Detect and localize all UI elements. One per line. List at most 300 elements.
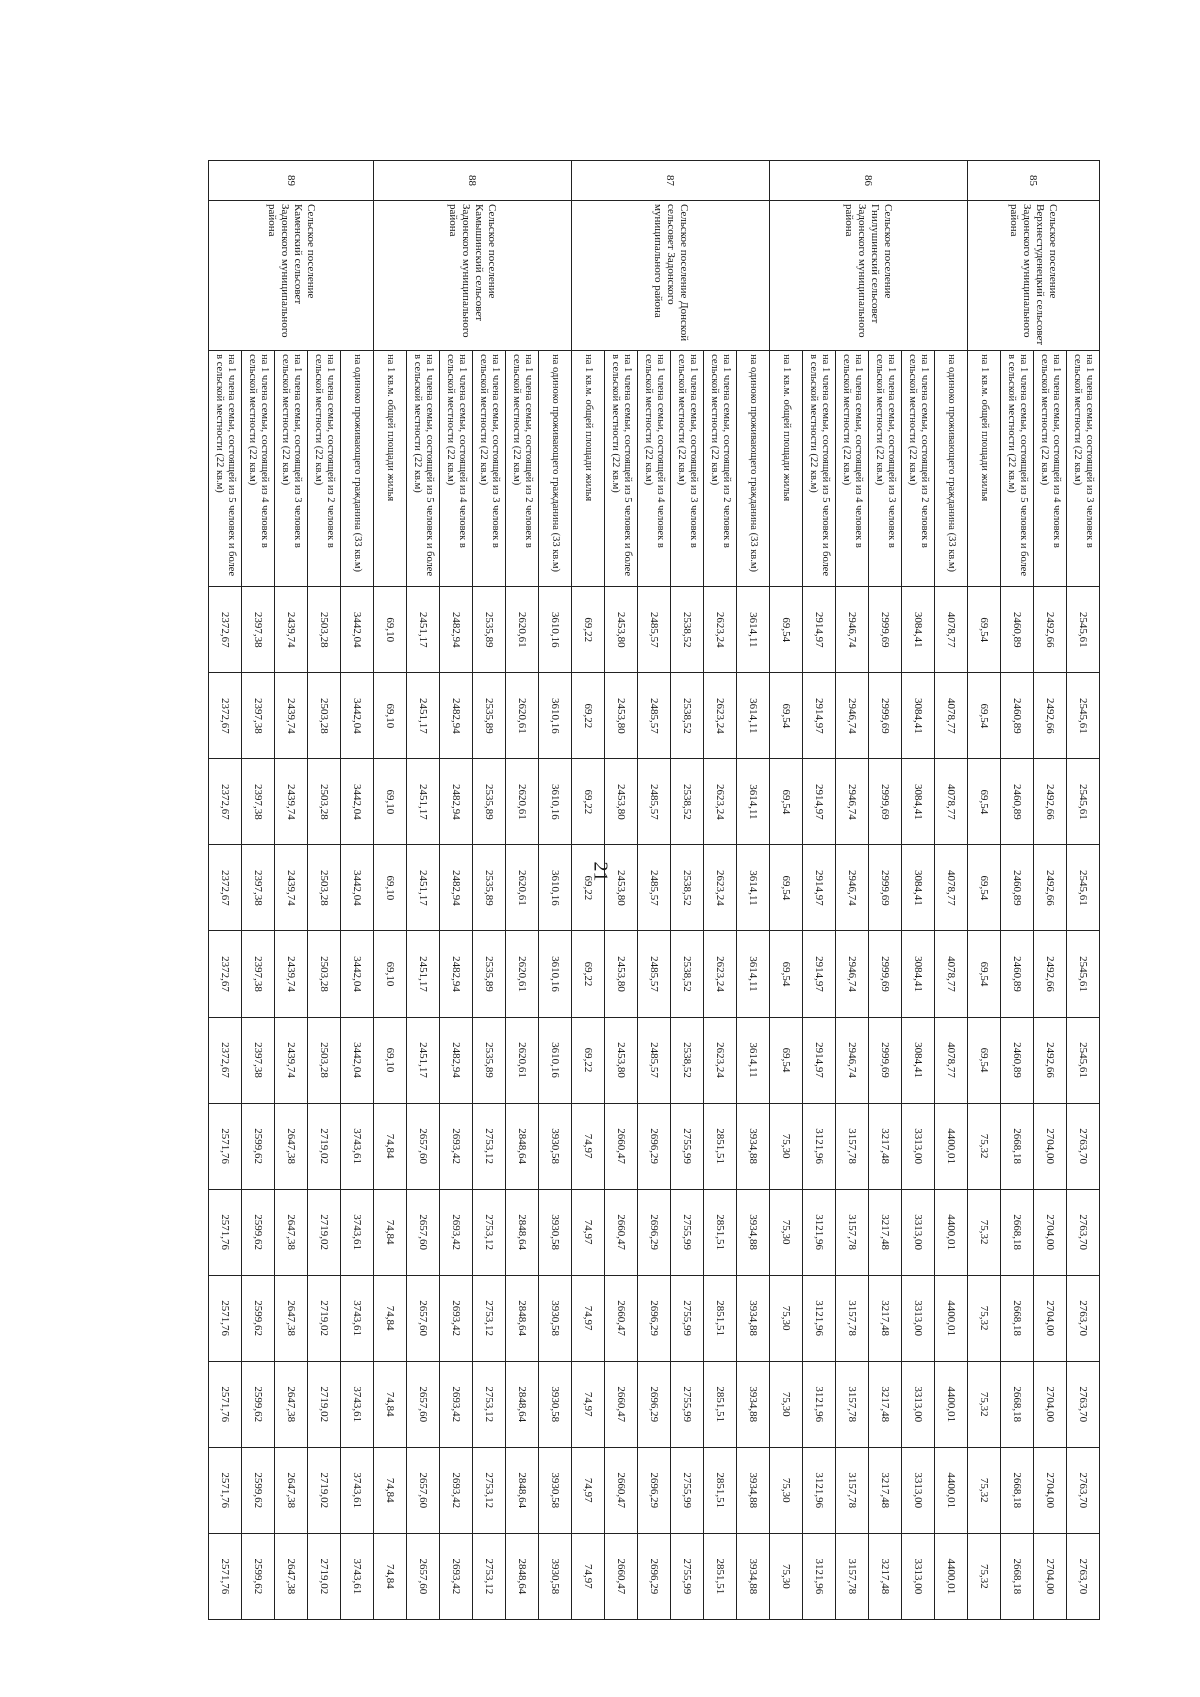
value-cell: 74,84 bbox=[374, 1103, 407, 1189]
value-cell: 74,97 bbox=[572, 1189, 605, 1275]
value-cell: 75,32 bbox=[968, 1189, 1001, 1275]
value-cell: 2571,76 bbox=[209, 1533, 242, 1619]
value-cell: 2439,74 bbox=[275, 845, 308, 931]
value-cell: 3217,48 bbox=[869, 1103, 902, 1189]
value-cell: 3084,41 bbox=[902, 587, 935, 673]
value-cell: 2439,74 bbox=[275, 673, 308, 759]
value-cell: 2693,42 bbox=[440, 1103, 473, 1189]
value-cell: 2914,97 bbox=[803, 1017, 836, 1103]
value-cell: 3614,11 bbox=[737, 587, 770, 673]
value-cell: 2946,74 bbox=[836, 931, 869, 1017]
value-cell: 75,32 bbox=[968, 1533, 1001, 1619]
value-cell: 2660,47 bbox=[605, 1189, 638, 1275]
value-cell: 69,22 bbox=[572, 673, 605, 759]
value-cell: 2753,12 bbox=[473, 1275, 506, 1361]
row-description: на 1 члена семьи, состоящей из 3 человек в сельской местности (22 кв.м) bbox=[275, 351, 308, 587]
page-number: 21 bbox=[589, 861, 612, 882]
value-cell: 3313,00 bbox=[902, 1189, 935, 1275]
value-cell: 3743,61 bbox=[341, 1275, 374, 1361]
value-cell: 3934,88 bbox=[737, 1103, 770, 1189]
value-cell: 2453,80 bbox=[605, 673, 638, 759]
value-cell: 3610,16 bbox=[539, 931, 572, 1017]
value-cell: 2372,67 bbox=[209, 1017, 242, 1103]
value-cell: 2763,70 bbox=[1067, 1361, 1100, 1447]
value-cell: 3084,41 bbox=[902, 759, 935, 845]
value-cell: 2482,94 bbox=[440, 1017, 473, 1103]
value-cell: 3313,00 bbox=[902, 1533, 935, 1619]
table-row bbox=[1067, 161, 1100, 1620]
value-cell: 3121,96 bbox=[803, 1189, 836, 1275]
row-description: на одиноко проживающего гражданина (33 кв.м) bbox=[539, 351, 572, 587]
value-cell: 2453,80 bbox=[605, 845, 638, 931]
value-cell: 2946,74 bbox=[836, 759, 869, 845]
value-cell: 4078,77 bbox=[935, 931, 968, 1017]
table-row bbox=[209, 161, 242, 1620]
value-cell: 2848,64 bbox=[506, 1533, 539, 1619]
value-cell: 2620,61 bbox=[506, 845, 539, 931]
value-cell: 3442,04 bbox=[341, 1017, 374, 1103]
value-cell: 2599,62 bbox=[242, 1189, 275, 1275]
row-description: на 1 члена семьи, состоящей из 5 человек и более в сельской местности (22 кв.м) bbox=[803, 351, 836, 587]
value-cell: 3610,16 bbox=[539, 1017, 572, 1103]
value-cell: 2660,47 bbox=[605, 1361, 638, 1447]
value-cell: 2485,57 bbox=[638, 587, 671, 673]
value-cell: 2999,69 bbox=[869, 1017, 902, 1103]
value-cell: 2439,74 bbox=[275, 759, 308, 845]
value-cell: 69,54 bbox=[968, 673, 1001, 759]
value-cell: 74,97 bbox=[572, 1275, 605, 1361]
row-index: 85 bbox=[968, 161, 1100, 201]
settlement-name: Сельское поселение Гнилушинский сельсовет Задонского муниципального района bbox=[770, 201, 968, 351]
value-cell: 69,54 bbox=[968, 587, 1001, 673]
value-cell: 2753,12 bbox=[473, 1361, 506, 1447]
value-cell: 75,32 bbox=[968, 1275, 1001, 1361]
value-cell: 4400,01 bbox=[935, 1189, 968, 1275]
value-cell: 3930,58 bbox=[539, 1447, 572, 1533]
row-description: на 1 члена семьи, состоящей из 5 человек и более в сельской местности (22 кв.м) bbox=[605, 351, 638, 587]
table-row bbox=[440, 161, 473, 1620]
value-cell: 2704,00 bbox=[1034, 1189, 1067, 1275]
value-cell: 3614,11 bbox=[737, 845, 770, 931]
value-cell: 2704,00 bbox=[1034, 1447, 1067, 1533]
value-cell: 2851,51 bbox=[704, 1533, 737, 1619]
row-description: на одиноко проживающего гражданина (33 кв.м) bbox=[341, 351, 374, 587]
row-description: на одиноко проживающего гражданина (33 кв.м) bbox=[737, 351, 770, 587]
value-cell: 2719,02 bbox=[308, 1447, 341, 1533]
row-description: на 1 члена семьи, состоящей из 2 человек в сельской местности (22 кв.м) bbox=[704, 351, 737, 587]
value-cell: 2848,64 bbox=[506, 1189, 539, 1275]
value-cell: 69,54 bbox=[968, 759, 1001, 845]
value-cell: 2538,52 bbox=[671, 587, 704, 673]
value-cell: 2538,52 bbox=[671, 845, 704, 931]
value-cell: 69,10 bbox=[374, 1017, 407, 1103]
table-row bbox=[1001, 161, 1034, 1620]
value-cell: 3442,04 bbox=[341, 673, 374, 759]
value-cell: 2647,38 bbox=[275, 1103, 308, 1189]
value-cell: 2451,17 bbox=[407, 845, 440, 931]
value-cell: 2485,57 bbox=[638, 845, 671, 931]
value-cell: 2538,52 bbox=[671, 673, 704, 759]
table-row bbox=[242, 161, 275, 1620]
value-cell: 2545,61 bbox=[1067, 1017, 1100, 1103]
value-cell: 2571,76 bbox=[209, 1189, 242, 1275]
value-cell: 2492,66 bbox=[1034, 759, 1067, 845]
value-cell: 69,22 bbox=[572, 587, 605, 673]
value-cell: 3217,48 bbox=[869, 1275, 902, 1361]
value-cell: 2538,52 bbox=[671, 759, 704, 845]
value-cell: 2657,60 bbox=[407, 1533, 440, 1619]
row-description: на 1 кв.м. общей площади жилья bbox=[374, 351, 407, 587]
value-cell: 2696,29 bbox=[638, 1533, 671, 1619]
value-cell: 2599,62 bbox=[242, 1103, 275, 1189]
value-cell: 3442,04 bbox=[341, 759, 374, 845]
value-cell: 2753,12 bbox=[473, 1189, 506, 1275]
row-description: на 1 члена семьи, состоящей из 2 человек в сельской местности (22 кв.м) bbox=[902, 351, 935, 587]
value-cell: 75,30 bbox=[770, 1361, 803, 1447]
value-cell: 2668,18 bbox=[1001, 1275, 1034, 1361]
value-cell: 2660,47 bbox=[605, 1447, 638, 1533]
value-cell: 2453,80 bbox=[605, 931, 638, 1017]
value-cell: 3743,61 bbox=[341, 1361, 374, 1447]
row-description: на 1 члена семьи, состоящей из 5 человек и более в сельской местности (22 кв.м) bbox=[407, 351, 440, 587]
value-cell: 2946,74 bbox=[836, 587, 869, 673]
row-description: на 1 члена семьи, состоящей из 4 человек в сельской местности (22 кв.м) bbox=[440, 351, 473, 587]
value-cell: 3743,61 bbox=[341, 1103, 374, 1189]
value-cell: 2545,61 bbox=[1067, 845, 1100, 931]
table-row bbox=[539, 161, 572, 1620]
settlement-name: Сельское поселение Донской сельсовет Задонского муниципального района bbox=[572, 201, 770, 351]
value-cell: 2719,02 bbox=[308, 1361, 341, 1447]
value-cell: 2492,66 bbox=[1034, 587, 1067, 673]
table-row bbox=[770, 161, 803, 1620]
value-cell: 3610,16 bbox=[539, 759, 572, 845]
value-cell: 4400,01 bbox=[935, 1361, 968, 1447]
value-cell: 2620,61 bbox=[506, 673, 539, 759]
value-cell: 74,97 bbox=[572, 1447, 605, 1533]
value-cell: 2660,47 bbox=[605, 1275, 638, 1361]
value-cell: 2623,24 bbox=[704, 587, 737, 673]
value-cell: 4400,01 bbox=[935, 1275, 968, 1361]
value-cell: 2696,29 bbox=[638, 1275, 671, 1361]
value-cell: 3157,78 bbox=[836, 1361, 869, 1447]
value-cell: 2620,61 bbox=[506, 1017, 539, 1103]
value-cell: 69,54 bbox=[770, 587, 803, 673]
table-row bbox=[935, 161, 968, 1620]
value-cell: 69,54 bbox=[770, 931, 803, 1017]
value-cell: 2753,12 bbox=[473, 1103, 506, 1189]
value-cell: 2696,29 bbox=[638, 1361, 671, 1447]
value-cell: 3442,04 bbox=[341, 587, 374, 673]
value-cell: 3743,61 bbox=[341, 1189, 374, 1275]
value-cell: 2460,89 bbox=[1001, 759, 1034, 845]
value-cell: 2657,60 bbox=[407, 1275, 440, 1361]
value-cell: 2647,38 bbox=[275, 1447, 308, 1533]
value-cell: 75,30 bbox=[770, 1189, 803, 1275]
value-cell: 69,10 bbox=[374, 759, 407, 845]
value-cell: 2503,28 bbox=[308, 931, 341, 1017]
value-cell: 2660,47 bbox=[605, 1533, 638, 1619]
value-cell: 2719,02 bbox=[308, 1275, 341, 1361]
value-cell: 69,54 bbox=[968, 845, 1001, 931]
value-cell: 2460,89 bbox=[1001, 673, 1034, 759]
value-cell: 2668,18 bbox=[1001, 1533, 1034, 1619]
value-cell: 2851,51 bbox=[704, 1447, 737, 1533]
value-cell: 75,30 bbox=[770, 1103, 803, 1189]
value-cell: 3217,48 bbox=[869, 1189, 902, 1275]
settlement-name: Сельское поселение Каменский сельсовет Задонского муниципального района bbox=[209, 201, 374, 351]
value-cell: 2693,42 bbox=[440, 1361, 473, 1447]
value-cell: 2485,57 bbox=[638, 673, 671, 759]
value-cell: 2571,76 bbox=[209, 1361, 242, 1447]
value-cell: 2451,17 bbox=[407, 931, 440, 1017]
value-cell: 3157,78 bbox=[836, 1447, 869, 1533]
value-cell: 2503,28 bbox=[308, 1017, 341, 1103]
value-cell: 2704,00 bbox=[1034, 1533, 1067, 1619]
value-cell: 3930,58 bbox=[539, 1533, 572, 1619]
value-cell: 3157,78 bbox=[836, 1103, 869, 1189]
value-cell: 2545,61 bbox=[1067, 673, 1100, 759]
value-cell: 4078,77 bbox=[935, 673, 968, 759]
value-cell: 2453,80 bbox=[605, 587, 638, 673]
row-description: на 1 члена семьи, состоящей из 4 человек в сельской местности (22 кв.м) bbox=[836, 351, 869, 587]
value-cell: 3614,11 bbox=[737, 759, 770, 845]
value-cell: 2620,61 bbox=[506, 759, 539, 845]
value-cell: 2755,99 bbox=[671, 1533, 704, 1619]
value-cell: 2599,62 bbox=[242, 1447, 275, 1533]
row-description: на 1 члена семьи, состоящей из 3 человек в сельской местности (22 кв.м) bbox=[671, 351, 704, 587]
value-cell: 75,30 bbox=[770, 1533, 803, 1619]
value-cell: 3084,41 bbox=[902, 845, 935, 931]
value-cell: 2647,38 bbox=[275, 1533, 308, 1619]
value-cell: 2439,74 bbox=[275, 1017, 308, 1103]
value-cell: 2660,47 bbox=[605, 1103, 638, 1189]
value-cell: 75,30 bbox=[770, 1447, 803, 1533]
value-cell: 69,10 bbox=[374, 587, 407, 673]
table-row bbox=[1034, 161, 1067, 1620]
value-cell: 69,22 bbox=[572, 845, 605, 931]
value-cell: 3084,41 bbox=[902, 931, 935, 1017]
value-cell: 3217,48 bbox=[869, 1361, 902, 1447]
value-cell: 2460,89 bbox=[1001, 845, 1034, 931]
value-cell: 2503,28 bbox=[308, 587, 341, 673]
row-description: на одиноко проживающего гражданина (33 кв.м) bbox=[935, 351, 968, 587]
value-cell: 2851,51 bbox=[704, 1103, 737, 1189]
value-cell: 2753,12 bbox=[473, 1533, 506, 1619]
row-description: на 1 члена семьи, состоящей из 2 человек в сельской местности (22 кв.м) bbox=[506, 351, 539, 587]
value-cell: 2668,18 bbox=[1001, 1447, 1034, 1533]
value-cell: 3121,96 bbox=[803, 1103, 836, 1189]
value-cell: 2545,61 bbox=[1067, 587, 1100, 673]
value-cell: 2851,51 bbox=[704, 1189, 737, 1275]
value-cell: 2693,42 bbox=[440, 1189, 473, 1275]
value-cell: 3614,11 bbox=[737, 931, 770, 1017]
value-cell: 2946,74 bbox=[836, 1017, 869, 1103]
value-cell: 2914,97 bbox=[803, 845, 836, 931]
value-cell: 2657,60 bbox=[407, 1361, 440, 1447]
value-cell: 2647,38 bbox=[275, 1275, 308, 1361]
table-row bbox=[407, 161, 440, 1620]
value-cell: 4078,77 bbox=[935, 1017, 968, 1103]
value-cell: 2753,12 bbox=[473, 1447, 506, 1533]
value-cell: 2397,38 bbox=[242, 759, 275, 845]
value-cell: 3442,04 bbox=[341, 931, 374, 1017]
value-cell: 2914,97 bbox=[803, 587, 836, 673]
rotated-table-wrapper bbox=[110, 160, 1100, 1620]
value-cell: 3934,88 bbox=[737, 1533, 770, 1619]
table-row bbox=[341, 161, 374, 1620]
value-cell: 3610,16 bbox=[539, 845, 572, 931]
value-cell: 2848,64 bbox=[506, 1361, 539, 1447]
table-row bbox=[869, 161, 902, 1620]
table-row bbox=[275, 161, 308, 1620]
value-cell: 2763,70 bbox=[1067, 1447, 1100, 1533]
row-index: 88 bbox=[374, 161, 572, 201]
value-cell: 2623,24 bbox=[704, 1017, 737, 1103]
value-cell: 2763,70 bbox=[1067, 1103, 1100, 1189]
value-cell: 4078,77 bbox=[935, 845, 968, 931]
value-cell: 2372,67 bbox=[209, 587, 242, 673]
table-row bbox=[671, 161, 704, 1620]
table-row bbox=[704, 161, 737, 1620]
value-cell: 2657,60 bbox=[407, 1189, 440, 1275]
table-row bbox=[836, 161, 869, 1620]
table-row bbox=[968, 161, 1001, 1620]
value-cell: 3157,78 bbox=[836, 1189, 869, 1275]
value-cell: 2946,74 bbox=[836, 673, 869, 759]
value-cell: 2482,94 bbox=[440, 587, 473, 673]
row-index: 86 bbox=[770, 161, 968, 201]
value-cell: 2372,67 bbox=[209, 845, 242, 931]
value-cell: 2599,62 bbox=[242, 1533, 275, 1619]
value-cell: 2451,17 bbox=[407, 587, 440, 673]
value-cell: 3614,11 bbox=[737, 1017, 770, 1103]
row-description: на 1 кв.м. общей площади жилья bbox=[572, 351, 605, 587]
value-cell: 69,10 bbox=[374, 673, 407, 759]
value-cell: 2647,38 bbox=[275, 1361, 308, 1447]
value-cell: 69,22 bbox=[572, 1017, 605, 1103]
value-cell: 2851,51 bbox=[704, 1275, 737, 1361]
value-cell: 74,97 bbox=[572, 1533, 605, 1619]
table-row bbox=[506, 161, 539, 1620]
value-cell: 69,54 bbox=[968, 1017, 1001, 1103]
value-cell: 2623,24 bbox=[704, 845, 737, 931]
table-body bbox=[209, 161, 1100, 1620]
value-cell: 2599,62 bbox=[242, 1275, 275, 1361]
value-cell: 2571,76 bbox=[209, 1103, 242, 1189]
value-cell: 3313,00 bbox=[902, 1361, 935, 1447]
value-cell: 2755,99 bbox=[671, 1275, 704, 1361]
value-cell: 2503,28 bbox=[308, 759, 341, 845]
value-cell: 4400,01 bbox=[935, 1447, 968, 1533]
value-cell: 2535,89 bbox=[473, 673, 506, 759]
value-cell: 2693,42 bbox=[440, 1447, 473, 1533]
table-row bbox=[374, 161, 407, 1620]
row-description: на 1 члена семьи, состоящей из 3 человек в сельской местности (22 кв.м) bbox=[869, 351, 902, 587]
value-cell: 75,30 bbox=[770, 1275, 803, 1361]
value-cell: 3084,41 bbox=[902, 673, 935, 759]
value-cell: 75,32 bbox=[968, 1103, 1001, 1189]
value-cell: 2999,69 bbox=[869, 845, 902, 931]
value-cell: 2571,76 bbox=[209, 1275, 242, 1361]
value-cell: 3930,58 bbox=[539, 1189, 572, 1275]
value-cell: 3217,48 bbox=[869, 1533, 902, 1619]
value-cell: 75,32 bbox=[968, 1361, 1001, 1447]
value-cell: 3084,41 bbox=[902, 1017, 935, 1103]
value-cell: 2451,17 bbox=[407, 1017, 440, 1103]
value-cell: 2372,67 bbox=[209, 931, 242, 1017]
value-cell: 2668,18 bbox=[1001, 1361, 1034, 1447]
value-cell: 2538,52 bbox=[671, 1017, 704, 1103]
value-cell: 2704,00 bbox=[1034, 1275, 1067, 1361]
value-cell: 2696,29 bbox=[638, 1447, 671, 1533]
row-index: 87 bbox=[572, 161, 770, 201]
value-cell: 2492,66 bbox=[1034, 673, 1067, 759]
value-cell: 3157,78 bbox=[836, 1275, 869, 1361]
value-cell: 2485,57 bbox=[638, 931, 671, 1017]
row-description: на 1 члена семьи, состоящей из 3 человек в сельской местности (22 кв.м) bbox=[473, 351, 506, 587]
value-cell: 2620,61 bbox=[506, 587, 539, 673]
value-cell: 2668,18 bbox=[1001, 1103, 1034, 1189]
value-cell: 2623,24 bbox=[704, 931, 737, 1017]
value-cell: 69,54 bbox=[968, 931, 1001, 1017]
value-cell: 3934,88 bbox=[737, 1189, 770, 1275]
value-cell: 2657,60 bbox=[407, 1447, 440, 1533]
row-description: на 1 члена семьи, состоящей из 4 человек в сельской местности (22 кв.м) bbox=[1034, 351, 1067, 587]
value-cell: 2999,69 bbox=[869, 587, 902, 673]
value-cell: 2439,74 bbox=[275, 931, 308, 1017]
value-cell: 2657,60 bbox=[407, 1103, 440, 1189]
value-cell: 2620,61 bbox=[506, 931, 539, 1017]
value-cell: 74,84 bbox=[374, 1361, 407, 1447]
value-cell: 2535,89 bbox=[473, 931, 506, 1017]
value-cell: 2571,76 bbox=[209, 1447, 242, 1533]
value-cell: 2763,70 bbox=[1067, 1533, 1100, 1619]
value-cell: 3610,16 bbox=[539, 673, 572, 759]
value-cell: 69,54 bbox=[770, 759, 803, 845]
row-description: на 1 члена семьи, состоящей из 5 человек и более в сельской местности (22 кв.м) bbox=[209, 351, 242, 587]
table-row bbox=[473, 161, 506, 1620]
value-cell: 2719,02 bbox=[308, 1103, 341, 1189]
value-cell: 69,22 bbox=[572, 759, 605, 845]
value-cell: 4400,01 bbox=[935, 1103, 968, 1189]
value-cell: 2397,38 bbox=[242, 673, 275, 759]
value-cell: 3121,96 bbox=[803, 1533, 836, 1619]
value-cell: 75,32 bbox=[968, 1447, 1001, 1533]
value-cell: 2545,61 bbox=[1067, 759, 1100, 845]
table-row bbox=[737, 161, 770, 1620]
value-cell: 2535,89 bbox=[473, 1017, 506, 1103]
value-cell: 2482,94 bbox=[440, 931, 473, 1017]
table-row bbox=[803, 161, 836, 1620]
value-cell: 3313,00 bbox=[902, 1275, 935, 1361]
row-description: на 1 члена семьи, состоящей из 4 человек в сельской местности (22 кв.м) bbox=[638, 351, 671, 587]
value-cell: 2946,74 bbox=[836, 845, 869, 931]
value-cell: 2693,42 bbox=[440, 1533, 473, 1619]
value-cell: 2397,38 bbox=[242, 587, 275, 673]
value-cell: 3930,58 bbox=[539, 1103, 572, 1189]
value-cell: 2492,66 bbox=[1034, 845, 1067, 931]
value-cell: 4078,77 bbox=[935, 587, 968, 673]
value-cell: 2719,02 bbox=[308, 1533, 341, 1619]
row-description: на 1 члена семьи, состоящей из 3 человек в сельской местности (22 кв.м) bbox=[1067, 351, 1100, 587]
value-cell: 2482,94 bbox=[440, 673, 473, 759]
value-cell: 69,54 bbox=[770, 673, 803, 759]
value-cell: 69,10 bbox=[374, 845, 407, 931]
value-cell: 2492,66 bbox=[1034, 931, 1067, 1017]
row-description: на 1 члена семьи, состоящей из 5 человек и более в сельской местности (22 кв.м) bbox=[1001, 351, 1034, 587]
value-cell: 2763,70 bbox=[1067, 1275, 1100, 1361]
value-cell: 3442,04 bbox=[341, 845, 374, 931]
